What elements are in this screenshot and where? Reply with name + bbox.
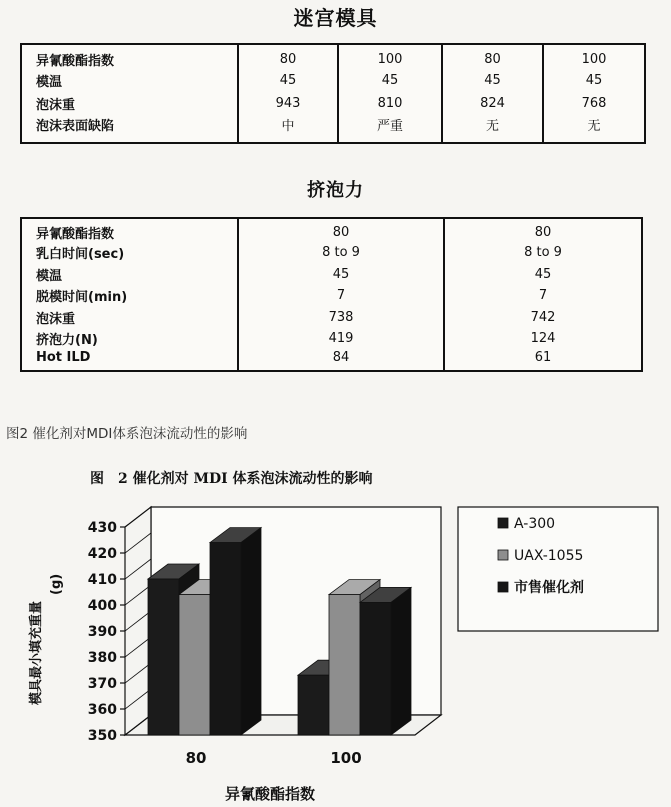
legend-swatch <box>498 550 508 560</box>
row-label: Hot ILD <box>36 350 91 366</box>
y-tick-label: 410 <box>87 572 117 588</box>
table-cell: 80 <box>442 44 543 69</box>
table-cell: 61 <box>444 350 642 372</box>
figure-caption: 图2 催化剂对MDI体系泡沫流动性的影响 <box>6 426 248 442</box>
table-cell: 80 <box>238 44 338 69</box>
table-cell: 742 <box>444 307 642 329</box>
catalyst-flow-chart <box>0 455 671 807</box>
row-label: 模温 <box>36 75 63 90</box>
maze-mold-title: 迷宫模具 <box>293 6 378 30</box>
x-tick-label: 80 <box>185 749 207 767</box>
legend-box <box>458 507 658 631</box>
chart-title: 图 2 催化剂对 MDI 体系泡沫流动性的影响 <box>90 471 373 487</box>
table-cell: 8 to 9 <box>444 242 642 264</box>
y-axis-unit: (g) <box>49 573 64 595</box>
maze-mold-table <box>20 43 646 144</box>
table-cell: 中 <box>238 115 338 143</box>
row-label: 泡沫表面缺陷 <box>36 119 115 134</box>
legend-label: 市售催化剂 <box>514 580 584 596</box>
bar-front <box>210 543 241 735</box>
table-cell: 7 <box>444 285 642 307</box>
y-tick-label: 380 <box>87 650 117 666</box>
row-label: 脱模时间(min) <box>36 290 128 306</box>
table-cell: 738 <box>238 307 444 329</box>
table-cell: 100 <box>543 44 645 69</box>
table-cell: 80 <box>238 218 444 242</box>
table-cell: 无 <box>442 115 543 143</box>
table-cell: 45 <box>238 69 338 92</box>
table-row <box>21 328 642 350</box>
y-tick-label: 390 <box>87 624 117 640</box>
extrusion-force-title: 挤泡力 <box>307 180 364 201</box>
table-cell: 80 <box>444 218 642 242</box>
table-cell: 810 <box>338 92 442 115</box>
legend-swatch <box>498 582 508 592</box>
legend-label: A-300 <box>514 516 556 532</box>
row-label: 乳白时间(sec) <box>36 247 125 263</box>
table-cell: 45 <box>442 69 543 92</box>
table-cell: 8 to 9 <box>238 242 444 264</box>
row-label: 泡沫重 <box>36 98 76 113</box>
table-cell: 100 <box>338 44 442 69</box>
table-cell: 824 <box>442 92 543 115</box>
table-row <box>21 218 642 242</box>
table-cell: 45 <box>444 264 642 286</box>
table-cell: 943 <box>238 92 338 115</box>
bar-front <box>148 579 179 735</box>
table-row <box>21 285 642 307</box>
y-tick-label: 350 <box>87 728 117 744</box>
table-row <box>21 92 645 115</box>
bar-front <box>298 675 329 735</box>
row-label: 模温 <box>36 268 63 284</box>
table-cell: 45 <box>543 69 645 92</box>
table-row <box>21 69 645 92</box>
table-row <box>21 115 645 143</box>
bar-front <box>329 595 360 735</box>
table-cell: 45 <box>238 264 444 286</box>
table-row <box>21 44 645 69</box>
table-cell: 严重 <box>338 115 442 143</box>
table-cell: 124 <box>444 328 642 350</box>
row-label: 异氰酸酯指数 <box>36 227 115 242</box>
y-tick-label: 370 <box>87 676 117 692</box>
bar-front <box>179 595 210 735</box>
y-tick-label: 400 <box>87 598 117 614</box>
y-tick-label: 360 <box>87 702 117 718</box>
chart-legend <box>458 507 658 631</box>
bar-front <box>360 602 391 735</box>
bar <box>210 528 261 735</box>
table-cell: 84 <box>238 350 444 372</box>
table-row <box>21 242 642 264</box>
legend-label: UAX-1055 <box>514 548 584 564</box>
y-tick-label: 420 <box>87 546 117 562</box>
table-row <box>21 307 642 329</box>
table-cell: 419 <box>238 328 444 350</box>
y-axis-label: 模具最小填充重量 <box>29 600 44 705</box>
row-label: 泡沫重 <box>36 311 76 327</box>
table-row <box>21 264 642 286</box>
bar-side <box>391 587 411 735</box>
bar <box>360 587 411 735</box>
row-label: 异氰酸酯指数 <box>36 54 115 69</box>
legend-swatch <box>498 518 508 528</box>
table-cell: 7 <box>238 285 444 307</box>
table-cell: 45 <box>338 69 442 92</box>
table-cell: 768 <box>543 92 645 115</box>
extrusion-force-table <box>20 217 643 372</box>
bar-side <box>241 528 261 735</box>
x-axis-tick-labels <box>186 749 362 767</box>
table-row <box>21 350 642 372</box>
x-axis-label: 异氰酸酯指数 <box>224 785 316 803</box>
y-tick-label: 430 <box>87 520 117 536</box>
row-label: 挤泡力(N) <box>36 333 98 349</box>
table-cell: 无 <box>543 115 645 143</box>
x-tick-label: 100 <box>330 749 362 767</box>
